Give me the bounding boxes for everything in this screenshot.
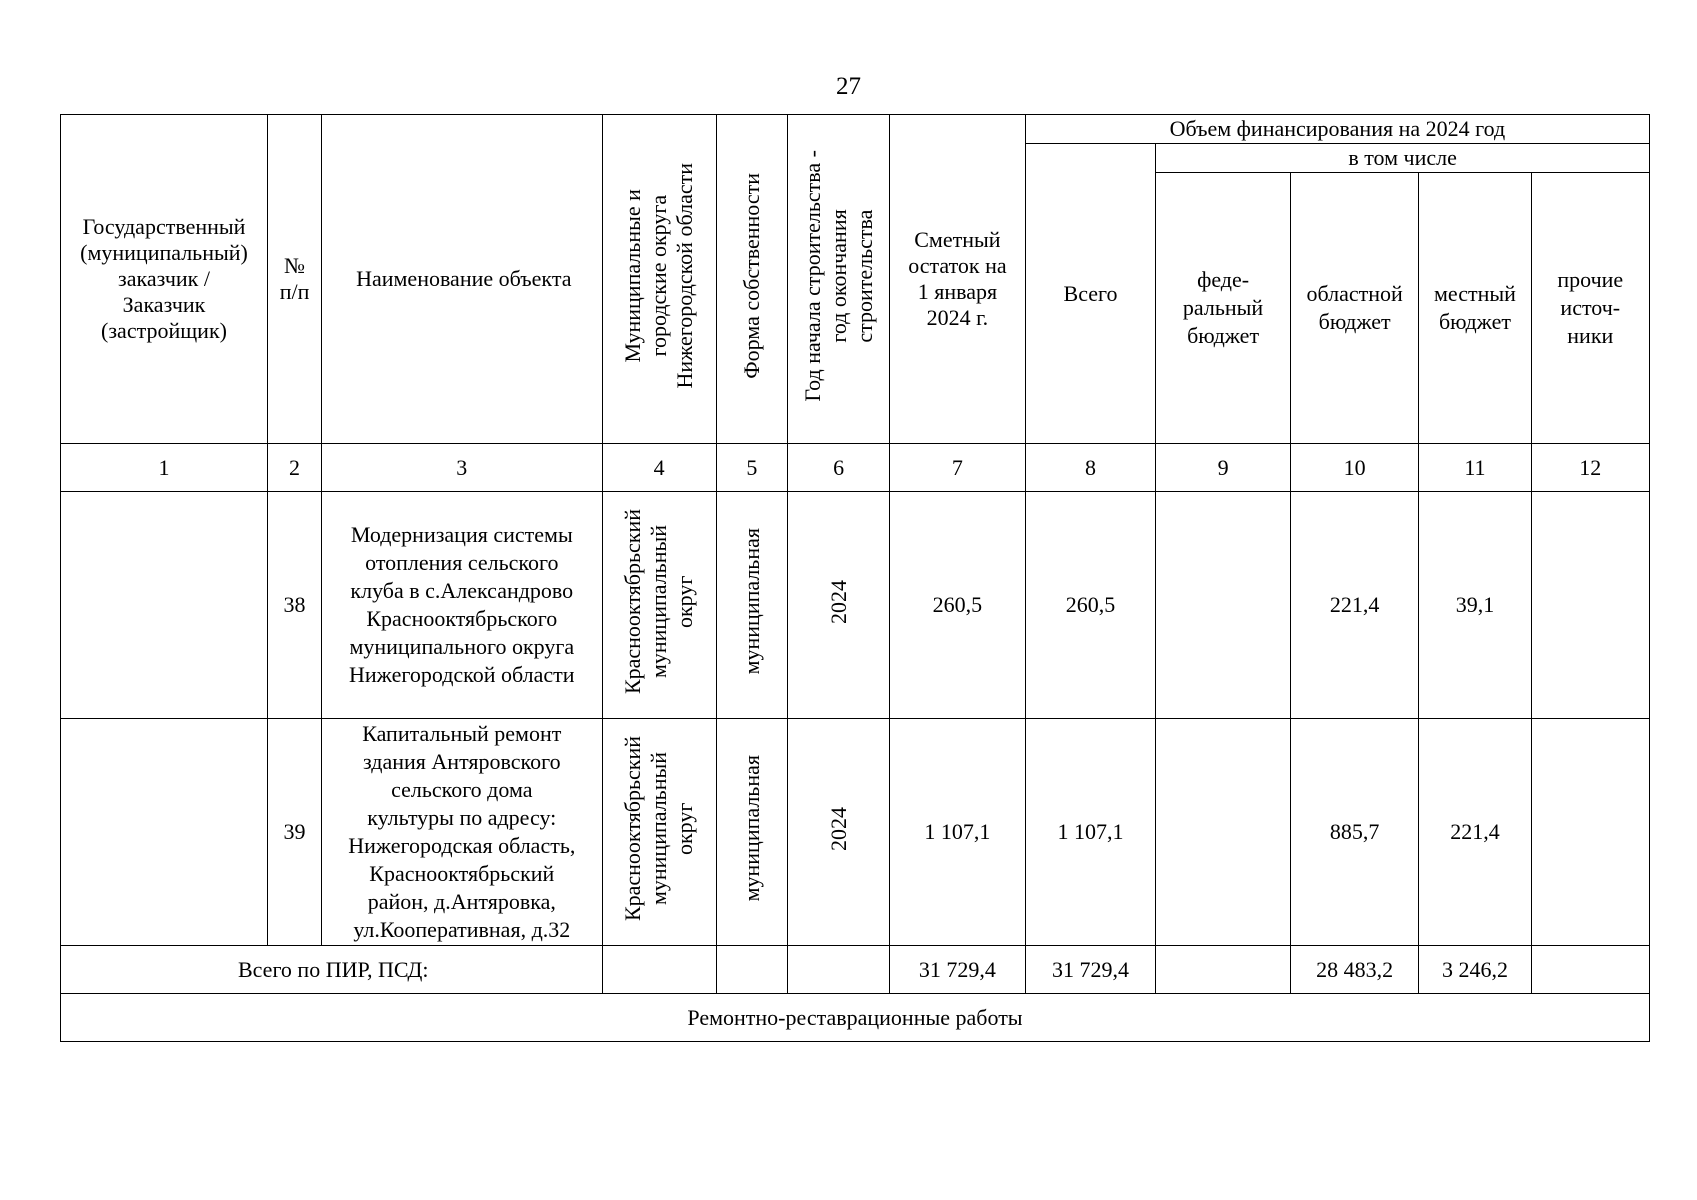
- table-row: [61, 719, 1650, 946]
- header-total: Всего: [1025, 144, 1156, 444]
- header-estimate: Сметный остаток на 1 января 2024 г.: [890, 115, 1026, 444]
- column-number: 5: [716, 444, 787, 492]
- cell-years: [788, 719, 890, 946]
- column-number: 11: [1419, 444, 1531, 492]
- total-row: [61, 946, 1650, 994]
- header-including: в том числе: [1156, 144, 1650, 173]
- cell-customer: [61, 719, 268, 946]
- cell-regional: 885,7: [1290, 719, 1419, 946]
- cell-other: [1531, 492, 1649, 719]
- header-ownership-text: Форма собственности: [738, 173, 764, 379]
- cell-regional: 221,4: [1290, 492, 1419, 719]
- cell-total: 1 107,1: [1025, 719, 1156, 946]
- header-number: № п/п: [268, 115, 322, 444]
- column-number: 10: [1290, 444, 1419, 492]
- total-local: 3 246,2: [1419, 946, 1531, 994]
- header-row-top: [61, 115, 1650, 144]
- cell-object-name: Модернизация системы отопления сельского клуба в с.Александрово Краснооктябрьского муниципального округа Нижегородской области: [322, 492, 602, 719]
- column-number-row: [61, 444, 1650, 492]
- column-number: 8: [1025, 444, 1156, 492]
- cell-federal: [1156, 492, 1291, 719]
- cell-number: 38: [268, 492, 322, 719]
- column-number: 1: [61, 444, 268, 492]
- header-customer: Государственный (муниципальный) заказчик / Заказчик (застройщик): [61, 115, 268, 444]
- column-number: 12: [1531, 444, 1649, 492]
- total-regional: 28 483,2: [1290, 946, 1419, 994]
- header-ownership: [716, 115, 787, 444]
- cell-years-text: 2024: [825, 806, 851, 851]
- column-number: 6: [788, 444, 890, 492]
- header-years-text: Год начала строительства - год окончания строительства: [799, 150, 877, 402]
- cell-ownership-text: муниципальная: [738, 528, 764, 675]
- column-number: 4: [602, 444, 716, 492]
- cell-years: [788, 492, 890, 719]
- cell-object-name: Капитальный ремонт здания Антяровского сельского дома культуры по адресу: Нижегородская область, Краснооктябрьский район, д.Антяровка, ул.Кооперативная, д.32: [322, 719, 602, 946]
- header-municipalities: [602, 115, 716, 444]
- cell-years-text: 2024: [825, 579, 851, 624]
- cell-municipality-text: Краснооктябрьский муниципальный округ: [620, 508, 698, 695]
- cell-number: 39: [268, 719, 322, 946]
- column-number: 2: [268, 444, 322, 492]
- header-local: местный бюджет: [1419, 173, 1531, 444]
- cell-ownership: [716, 492, 787, 719]
- header-other: прочие источ- ники: [1531, 173, 1649, 444]
- cell-estimate: 1 107,1: [890, 719, 1026, 946]
- header-municipalities-text: Муниципальные и городские округа Нижегородской области: [620, 163, 698, 389]
- cell-estimate: 260,5: [890, 492, 1026, 719]
- cell-ownership: [716, 719, 787, 946]
- column-number: 7: [890, 444, 1026, 492]
- cell-federal: [1156, 719, 1291, 946]
- total-empty-cell: [716, 946, 787, 994]
- section-title: Ремонтно-реставрационные работы: [61, 994, 1650, 1042]
- header-regional: областной бюджет: [1290, 173, 1419, 444]
- header-federal: феде- ральный бюджет: [1156, 173, 1291, 444]
- section-row: [61, 994, 1650, 1042]
- cell-ownership-text: муниципальная: [738, 755, 764, 902]
- cell-customer: [61, 492, 268, 719]
- column-number: 9: [1156, 444, 1291, 492]
- cell-local: 221,4: [1419, 719, 1531, 946]
- cell-other: [1531, 719, 1649, 946]
- cell-total: 260,5: [1025, 492, 1156, 719]
- financing-table: [60, 114, 1650, 1042]
- cell-municipality-text: Краснооктябрьский муниципальный округ: [620, 735, 698, 922]
- total-label: Всего по ПИР, ПСД:: [61, 946, 603, 994]
- header-years: [788, 115, 890, 444]
- table-row: [61, 492, 1650, 719]
- cell-municipality: [602, 719, 716, 946]
- header-object-name: Наименование объекта: [322, 115, 602, 444]
- total-total: 31 729,4: [1025, 946, 1156, 994]
- column-number: 3: [322, 444, 602, 492]
- total-federal: [1156, 946, 1291, 994]
- total-other: [1531, 946, 1649, 994]
- page-number: 27: [836, 73, 861, 100]
- header-funding-group: Объем финансирования на 2024 год: [1025, 115, 1649, 144]
- cell-municipality: [602, 492, 716, 719]
- total-empty-cell: [788, 946, 890, 994]
- total-estimate: 31 729,4: [890, 946, 1026, 994]
- total-empty-cell: [602, 946, 716, 994]
- cell-local: 39,1: [1419, 492, 1531, 719]
